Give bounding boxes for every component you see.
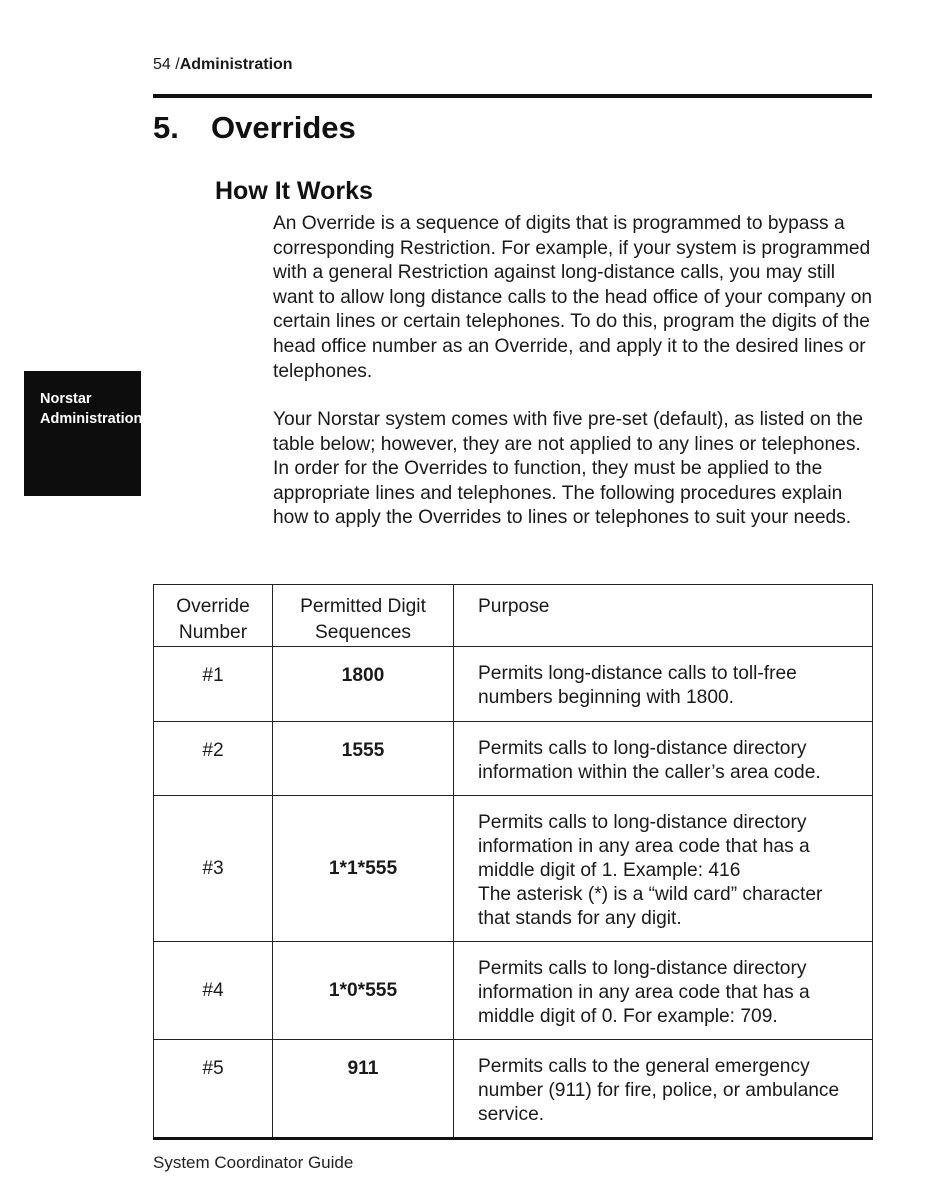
- purpose: Permits calls to long-distance directory information within the caller’s area code.: [454, 722, 873, 796]
- digit-sequence: 1555: [273, 722, 454, 796]
- override-number: #1: [154, 647, 273, 722]
- digit-sequence: 1*1*555: [273, 796, 454, 942]
- override-number: #5: [154, 1040, 273, 1139]
- chapter-name: Overrides: [211, 110, 356, 145]
- side-tab-line1: Norstar: [40, 391, 92, 407]
- header-section: Administration: [179, 56, 293, 73]
- chapter-title: [153, 110, 356, 146]
- paragraph-intro: An Override is a sequence of digits that is programmed to bypass a corresponding Restriction. For example, if your system is programmed with a general Restriction against long-distance calls, you may still want to allow long distance calls to the head office of your company on certain lines or certain telephones. To do this, program the digits of the head office number as an Override, and apply it to the desired lines or telephones.: [273, 213, 873, 382]
- header-separator: /: [170, 56, 180, 73]
- chapter-number: 5.: [153, 110, 179, 145]
- digit-sequence: 1*0*555: [273, 942, 454, 1040]
- side-tab-line2: Administration: [40, 411, 143, 427]
- table-row: [154, 1040, 873, 1139]
- side-tab: [24, 371, 141, 496]
- table-row: [154, 796, 873, 942]
- purpose: Permits calls to long-distance directory information in any area code that has a middle digit of 1. Example: 416 The asterisk (*) is a “wild card” character that stands for any digit.: [454, 796, 873, 942]
- header-override-number: Override Number: [154, 585, 273, 647]
- table-row: [154, 647, 873, 722]
- digit-sequence: 1800: [273, 647, 454, 722]
- override-number: #3: [154, 796, 273, 942]
- table-row: [154, 722, 873, 796]
- overrides-table: [153, 584, 873, 1140]
- header-purpose: Purpose: [454, 585, 873, 647]
- table-row: [154, 942, 873, 1040]
- header-permitted-digit-sequences: Permitted Digit Sequences: [273, 585, 454, 647]
- page-number: 54: [153, 56, 171, 73]
- override-number: #2: [154, 722, 273, 796]
- paragraph-defaults: Your Norstar system comes with five pre-set (default), as listed on the table below; however, they are not applied to any lines or telephones. In order for the Overrides to function, they must be applied to the appropriate lines and telephones. The following procedures explain how to apply the Overrides to lines or telephones to suit your needs.: [273, 409, 864, 529]
- purpose: Permits calls to long-distance directory information in any area code that has a middle digit of 0. For example: 709.: [454, 942, 873, 1040]
- purpose: Permits calls to the general emergency number (911) for fire, police, or ambulance service.: [454, 1040, 873, 1139]
- running-header: [153, 56, 293, 74]
- table-header-row: [154, 585, 873, 647]
- header-rule: [153, 94, 872, 98]
- override-number: #4: [154, 942, 273, 1040]
- section-title: How It Works: [215, 177, 373, 205]
- running-footer: System Coordinator Guide: [153, 1153, 354, 1172]
- overrides-table-wrap: [153, 584, 872, 1140]
- digit-sequence: 911: [273, 1040, 454, 1139]
- purpose: Permits long-distance calls to toll-free numbers beginning with 1800.: [454, 647, 873, 722]
